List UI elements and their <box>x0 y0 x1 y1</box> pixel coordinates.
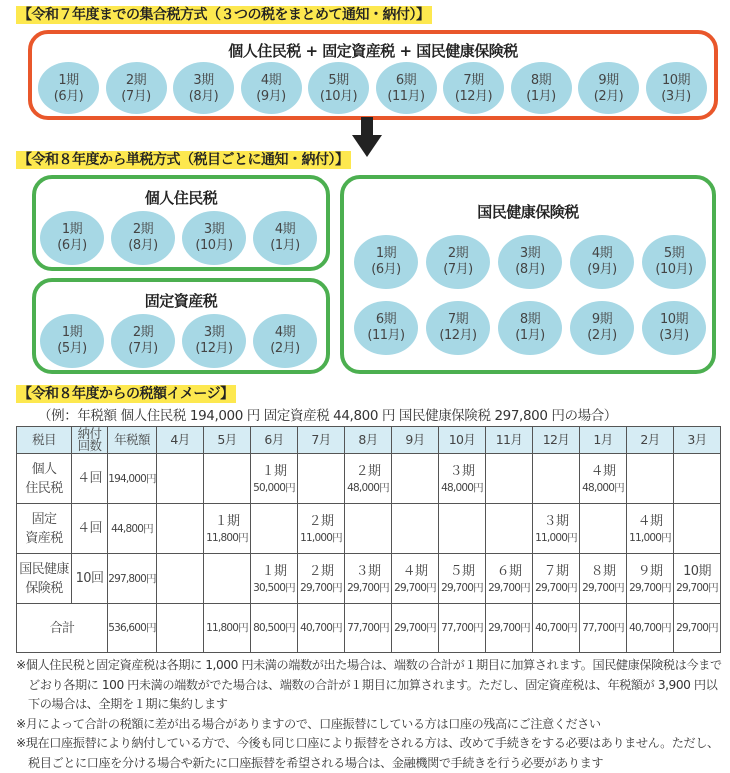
period-month: (11月) <box>367 328 405 343</box>
total-month-amount: 40,700円 <box>629 622 671 634</box>
period-oval <box>106 62 167 114</box>
installment-period: １期 <box>261 463 287 479</box>
month-cell <box>486 504 533 554</box>
installment-period: ４期 <box>402 563 428 579</box>
period-month: (10月) <box>195 238 233 253</box>
total-row <box>17 604 721 653</box>
installment-amount: 29,700円 <box>488 581 530 594</box>
installment-period: ２期 <box>355 463 381 479</box>
period-month: (7月) <box>128 341 158 356</box>
tax-type-l2: 保険税 <box>25 580 63 596</box>
col-header-month: 8月 <box>345 427 392 454</box>
period-month: (1月) <box>515 328 545 343</box>
total-month-cell <box>486 604 533 653</box>
period-oval <box>182 211 246 265</box>
period-oval <box>40 211 104 265</box>
installment-period: ３期 <box>543 513 569 529</box>
table-header-row <box>17 427 721 454</box>
period-month: (1月) <box>526 89 556 104</box>
month-cell <box>580 504 627 554</box>
installment-amount: 48,000円 <box>347 481 389 494</box>
annual-amount: 44,800円 <box>111 522 153 535</box>
installment-period: ２期 <box>308 563 334 579</box>
period-oval <box>111 211 175 265</box>
installment-amount: 29,700円 <box>535 581 577 594</box>
month-cell <box>533 554 580 604</box>
period-month: (3月) <box>659 328 689 343</box>
count-cell: ４回 <box>72 454 108 504</box>
period-label: 6期 <box>395 73 417 88</box>
period-month: (8月) <box>515 262 545 277</box>
total-month-amount: 29,700円 <box>676 622 718 634</box>
health-tax-title: 国民健康保険税 <box>477 203 579 221</box>
period-label: 2期 <box>132 325 154 340</box>
total-month-cell <box>533 604 580 653</box>
col-header-month: 5月 <box>204 427 251 454</box>
period-month: (10月) <box>655 262 693 277</box>
total-month-cell <box>251 604 298 653</box>
month-cell <box>486 554 533 604</box>
month-cell <box>392 504 439 554</box>
total-month-cell <box>439 604 486 653</box>
installment-period: ３期 <box>355 563 381 579</box>
period-label: 1期 <box>61 222 83 237</box>
month-cell <box>674 504 721 554</box>
col-header-month: 12月 <box>533 427 580 454</box>
month-cell <box>345 454 392 504</box>
footnotes <box>16 656 728 773</box>
period-label: 3期 <box>203 222 225 237</box>
period-month: (6月) <box>371 262 401 277</box>
period-label: 10期 <box>659 312 689 327</box>
installment-amount: 29,700円 <box>629 581 671 594</box>
period-oval <box>354 301 418 355</box>
installment-amount: 29,700円 <box>394 581 436 594</box>
period-month: (12月) <box>195 341 233 356</box>
total-month-amount: 77,700円 <box>582 622 624 634</box>
period-oval <box>498 235 562 289</box>
period-oval <box>376 62 437 114</box>
col-header-month: 10月 <box>439 427 486 454</box>
period-month: (3月) <box>661 89 691 104</box>
table-row <box>17 454 721 504</box>
installment-period: 10期 <box>683 563 711 579</box>
period-label: 4期 <box>274 325 296 340</box>
total-month-cell <box>345 604 392 653</box>
period-oval <box>426 235 490 289</box>
period-oval <box>646 62 707 114</box>
combined-tax-title: 個人住民税 + 固定資産税 + 国民健康保険税 <box>228 42 518 60</box>
period-month: (10月) <box>319 89 358 104</box>
month-cell <box>674 554 721 604</box>
period-label: 6期 <box>375 312 397 327</box>
period-month: (1月) <box>270 238 300 253</box>
period-month: (8月) <box>128 238 158 253</box>
month-cell <box>204 554 251 604</box>
col-header-tax-type: 税目 <box>17 427 72 454</box>
period-month: (6月) <box>53 89 84 104</box>
combined-tax-box <box>28 30 718 120</box>
period-oval <box>426 301 490 355</box>
period-month: (9月) <box>256 89 286 104</box>
period-label: 7期 <box>463 73 484 88</box>
month-cell <box>251 554 298 604</box>
col-header-count-l1: 納付 <box>77 426 102 441</box>
col-header-count <box>72 427 108 454</box>
period-oval <box>511 62 572 114</box>
period-label: 2期 <box>132 222 154 237</box>
month-cell <box>439 554 486 604</box>
period-oval <box>308 62 369 114</box>
period-month: (11月) <box>387 89 425 104</box>
installment-amount: 29,700円 <box>676 581 718 594</box>
period-label: 5期 <box>663 246 685 261</box>
installment-period: ８期 <box>590 563 616 579</box>
period-oval <box>40 314 104 368</box>
period-month: (2月) <box>587 328 617 343</box>
total-month-cell <box>674 604 721 653</box>
annual-cell <box>108 454 157 504</box>
col-header-month: 1月 <box>580 427 627 454</box>
col-header-month: 2月 <box>627 427 674 454</box>
month-cell <box>627 454 674 504</box>
period-label: 10期 <box>661 73 691 88</box>
period-label: 5期 <box>328 73 349 88</box>
total-month-cell <box>392 604 439 653</box>
count-cell: ４回 <box>72 504 108 554</box>
installment-period: ４期 <box>637 513 663 529</box>
col-header-month: 4月 <box>157 427 204 454</box>
period-oval <box>241 62 302 114</box>
month-cell <box>439 504 486 554</box>
col-header-month: 7月 <box>298 427 345 454</box>
period-month: (5月) <box>57 341 87 356</box>
installment-period: ３期 <box>449 463 475 479</box>
tax-type-l2: 住民税 <box>25 480 63 496</box>
month-cell <box>439 454 486 504</box>
month-cell <box>580 454 627 504</box>
col-header-count-l2: 回数 <box>77 438 102 453</box>
month-cell <box>298 554 345 604</box>
annual-cell <box>108 554 157 604</box>
month-cell <box>157 504 204 554</box>
section-tax-image-header: 【令和８年度からの税額イメージ】 <box>18 386 234 402</box>
month-cell <box>674 454 721 504</box>
installment-amount: 29,700円 <box>300 581 342 594</box>
installment-amount: 30,500円 <box>253 581 295 594</box>
installment-amount: 48,000円 <box>582 481 624 494</box>
period-oval <box>578 62 639 114</box>
installment-amount: 48,000円 <box>441 481 483 494</box>
table-row <box>17 504 721 554</box>
installment-period: １期 <box>261 563 287 579</box>
tax-type-cell <box>17 504 72 554</box>
tax-type-l1: 国民健康 <box>19 561 69 577</box>
section-old-system-header: 【令和７年度までの集合税方式（３つの税をまとめて通知・納付）】 <box>18 7 430 23</box>
col-header-annual: 年税額 <box>108 427 157 454</box>
month-cell <box>298 454 345 504</box>
month-cell <box>345 504 392 554</box>
col-header-month: 9月 <box>392 427 439 454</box>
month-cell <box>251 454 298 504</box>
month-cell <box>204 504 251 554</box>
installment-period: ２期 <box>308 513 334 529</box>
col-header-month: 11月 <box>486 427 533 454</box>
total-month-cell <box>580 604 627 653</box>
period-label: 9期 <box>598 73 619 88</box>
total-label: 合計 <box>17 604 108 653</box>
total-month-amount: 40,700円 <box>300 622 342 634</box>
tax-type-l1: 固定 <box>31 511 57 527</box>
arrow-down-icon <box>352 117 382 159</box>
period-month: (12月) <box>439 328 477 343</box>
tax-type-l2: 資産税 <box>25 530 63 546</box>
period-label: 9期 <box>591 312 613 327</box>
footnote: ※個人住民税と固定資産税は各期に 1,000 円未満の端数が出た場合は、端数の合計が１期目に加算されます。国民健康保険税は今までどおり各期に 100 円未満の端数がでた場合は、端数の合計が１期目に加算されます。ただし、固定資産税は、年税額が 3,900 円以下の場合は、全期を１期に集約します <box>16 658 722 711</box>
total-month-amount: 29,700円 <box>394 622 436 634</box>
total-month-amount: 77,700円 <box>441 622 483 634</box>
month-cell <box>204 454 251 504</box>
period-oval <box>354 235 418 289</box>
tax-type-cell <box>17 454 72 504</box>
month-cell <box>627 504 674 554</box>
month-cell <box>580 554 627 604</box>
installment-amount: 29,700円 <box>347 581 389 594</box>
period-month: (8月) <box>188 89 219 104</box>
period-label: 3期 <box>203 325 225 340</box>
period-label: 4期 <box>260 73 282 88</box>
period-oval <box>253 314 317 368</box>
total-annual: 536,600円 <box>108 622 156 634</box>
month-cell <box>533 454 580 504</box>
period-label: 1期 <box>61 325 83 340</box>
annual-amount: 297,800円 <box>108 572 156 585</box>
period-month: (6月) <box>57 238 87 253</box>
resident-tax-box <box>32 175 330 271</box>
period-oval <box>173 62 234 114</box>
col-header-month: 6月 <box>251 427 298 454</box>
period-oval <box>642 235 706 289</box>
annual-cell <box>108 504 157 554</box>
resident-tax-title: 個人住民税 <box>144 189 218 207</box>
tax-schedule-table <box>16 426 721 653</box>
period-oval <box>111 314 175 368</box>
installment-period: ９期 <box>637 563 663 579</box>
period-label: 7期 <box>447 312 469 327</box>
month-cell <box>392 454 439 504</box>
total-annual-cell <box>108 604 157 653</box>
period-label: 1期 <box>375 246 397 261</box>
total-month-cell <box>298 604 345 653</box>
period-month: (9月) <box>587 262 617 277</box>
period-label: 8期 <box>519 312 541 327</box>
installment-period: １期 <box>214 513 240 529</box>
total-month-cell <box>157 604 204 653</box>
total-month-amount: 77,700円 <box>347 622 389 634</box>
period-label: 8期 <box>530 73 552 88</box>
period-oval <box>253 211 317 265</box>
installment-period: ４期 <box>590 463 616 479</box>
period-oval <box>642 301 706 355</box>
footnote: ※現在口座振替により納付している方で、今後も同じ口座により振替をされる方は、改めて手続きをする必要はありません。ただし、税目ごとに口座を分ける場合や新たに口座振替を希望される場合は、金融機関で手続きを行う必要があります <box>16 736 719 770</box>
period-label: 3期 <box>193 73 214 88</box>
installment-amount: 50,000円 <box>253 481 295 494</box>
month-cell <box>533 504 580 554</box>
period-label: 3期 <box>519 246 541 261</box>
total-month-amount: 80,500円 <box>253 622 295 634</box>
period-month: (7月) <box>121 89 151 104</box>
period-oval <box>182 314 246 368</box>
month-cell <box>627 554 674 604</box>
period-label: 4期 <box>591 246 613 261</box>
period-oval <box>38 62 99 114</box>
period-label: 1期 <box>58 73 79 88</box>
property-tax-title: 固定資産税 <box>144 292 218 310</box>
period-label: 2期 <box>447 246 469 261</box>
month-cell <box>486 454 533 504</box>
month-cell <box>298 504 345 554</box>
installment-period: ６期 <box>496 563 522 579</box>
total-month-amount: 29,700円 <box>488 622 530 634</box>
period-label: 4期 <box>274 222 296 237</box>
total-month-amount: 40,700円 <box>535 622 577 634</box>
installment-amount: 11,000円 <box>629 531 671 544</box>
total-month-amount: 11,800円 <box>206 622 248 634</box>
installment-amount: 29,700円 <box>441 581 483 594</box>
annual-amount: 194,000円 <box>108 472 156 485</box>
period-month: (7月) <box>443 262 473 277</box>
example-subtitle: （例：年税額 個人住民税 194,000 円 固定資産税 44,800 円 国民健康保険税 297,800 円の場合） <box>38 408 617 424</box>
installment-period: ５期 <box>449 563 475 579</box>
month-cell <box>392 554 439 604</box>
period-month: (12月) <box>454 89 493 104</box>
total-month-cell <box>627 604 674 653</box>
period-month: (2月) <box>270 341 300 356</box>
footnote: ※月によって合計の税額に差が出る場合がありますので、口座振替にしている方は口座の残高にご注意ください <box>16 716 601 731</box>
installment-amount: 11,800円 <box>206 531 248 544</box>
tax-type-cell <box>17 554 72 604</box>
installment-period: ７期 <box>543 563 569 579</box>
period-oval <box>570 301 634 355</box>
installment-amount: 11,000円 <box>535 531 577 544</box>
period-oval <box>570 235 634 289</box>
col-header-month: 3月 <box>674 427 721 454</box>
month-cell <box>251 504 298 554</box>
count-cell: 10回 <box>72 554 108 604</box>
period-oval <box>498 301 562 355</box>
installment-amount: 11,000円 <box>300 531 342 544</box>
health-tax-box <box>340 175 716 374</box>
total-month-cell <box>204 604 251 653</box>
period-month: (2月) <box>593 89 624 104</box>
property-tax-box <box>32 278 330 374</box>
month-cell <box>157 554 204 604</box>
period-label: 2期 <box>125 73 147 88</box>
period-oval <box>443 62 504 114</box>
installment-amount: 29,700円 <box>582 581 624 594</box>
tax-type-l1: 個人 <box>31 461 57 477</box>
month-cell <box>345 554 392 604</box>
table-row <box>17 554 721 604</box>
section-new-system-header: 【令和８年度から単税方式（税目ごとに通知・納付）】 <box>18 152 349 168</box>
month-cell <box>157 454 204 504</box>
